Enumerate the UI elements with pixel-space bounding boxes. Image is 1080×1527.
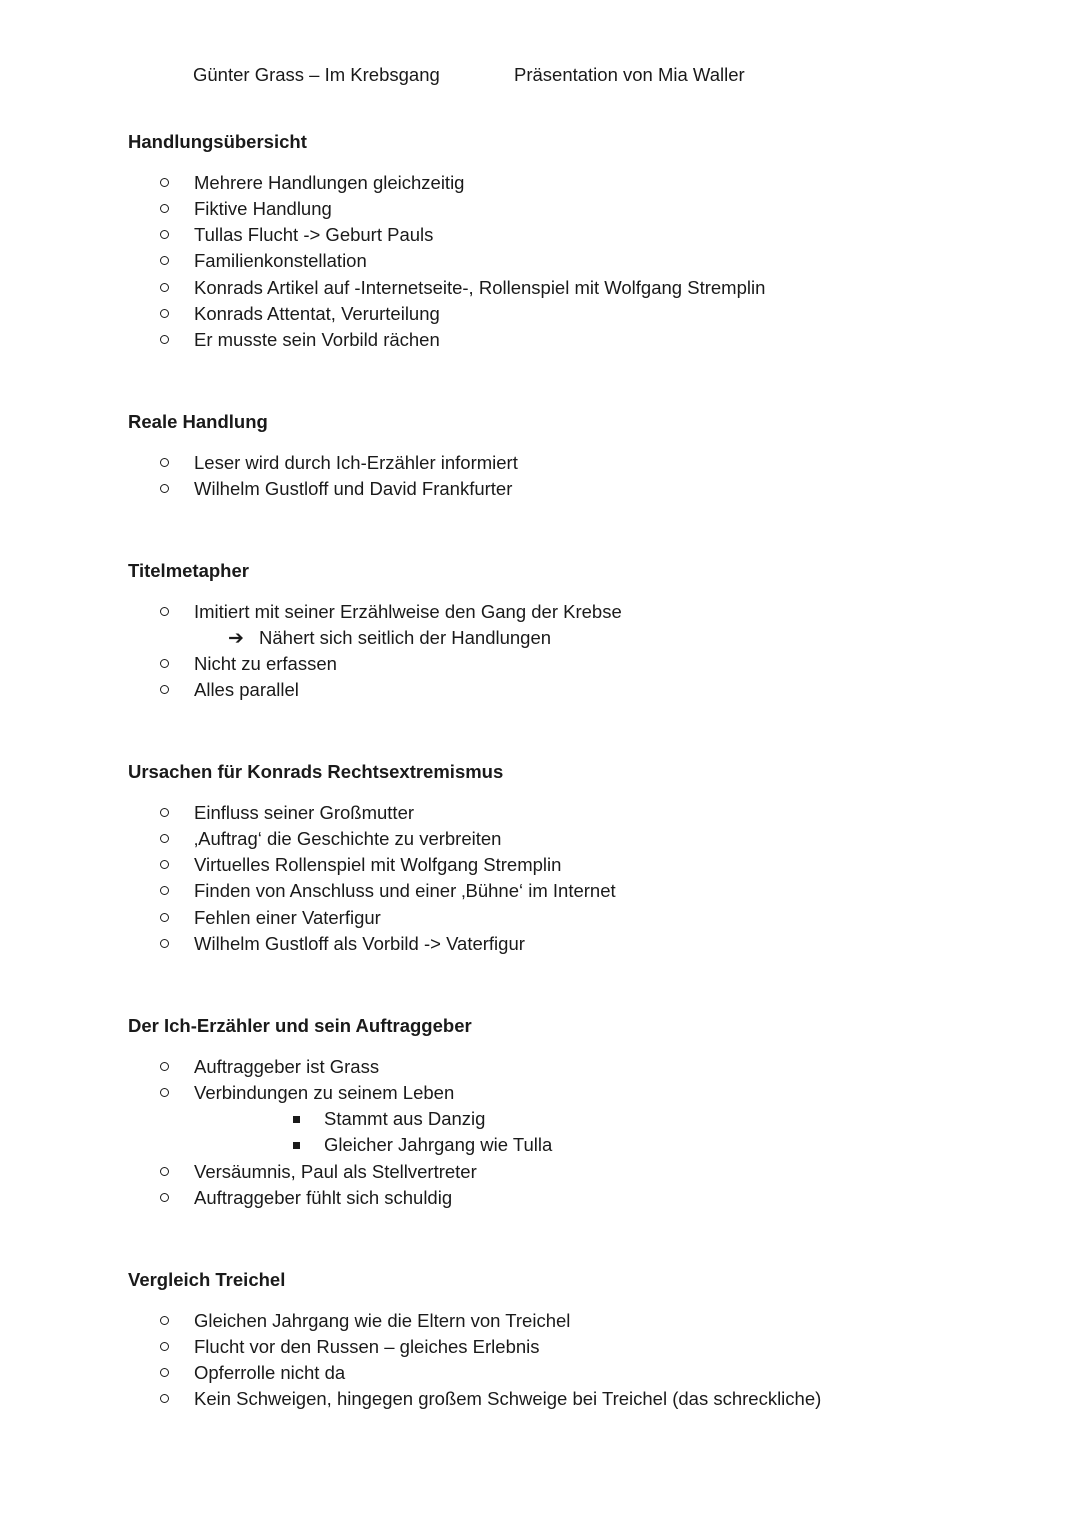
header-author: Präsentation von Mia Waller [514,64,745,85]
circle-bullet-icon [160,659,169,668]
circle-bullet-icon [160,484,169,493]
page-header [0,64,1080,90]
circle-bullet-icon [160,1088,169,1097]
circle-bullet-icon [160,860,169,869]
heading-ich-erzaehler: Der Ich-Erzähler und sein Auftraggeber [128,1015,472,1036]
circle-bullet-icon [160,230,169,239]
circle-bullet-icon [160,1394,169,1403]
heading-vergleich-treichel: Vergleich Treichel [128,1269,286,1290]
arrow-right-icon: ➔ [228,628,244,649]
circle-bullet-icon [160,256,169,265]
circle-bullet-icon [160,1342,169,1351]
circle-bullet-icon [160,309,169,318]
circle-bullet-icon [160,178,169,187]
circle-bullet-icon [160,283,169,292]
square-bullet-icon [293,1116,300,1123]
circle-bullet-icon [160,1368,169,1377]
circle-bullet-icon [160,939,169,948]
heading-titelmetapher: Titelmetapher [128,560,249,581]
heading-reale-handlung: Reale Handlung [128,411,268,432]
circle-bullet-icon [160,204,169,213]
circle-bullet-icon [160,458,169,467]
square-bullet-icon [293,1142,300,1149]
heading-handlungsuebersicht: Handlungsübersicht [128,131,307,152]
circle-bullet-icon [160,1193,169,1202]
circle-bullet-icon [160,834,169,843]
document-page: Günter Grass – Im Krebsgang Präsentation von Mia Waller Handlungsübersicht Mehrere Handlungen gleichzeitig Fiktive Handlung Tullas Flucht -> Geburt Pauls Familienkonstellation Konrads Artikel auf -Internetseite-, Rollenspiel mit Wolfgang Stremplin Konrads Attentat, Verurteilung Er musste sein Vorbild rächen Reale Handlung Leser wird durch Ich-Erzähler informiert Wilhelm Gustloff und David Frankfurter Titelmetapher Imitiert mit seiner Erzählweise den Gang der Krebse ➔ Nähert sich seitlich der Handlungen Nicht zu erfassen Alles parallel Ursachen für Konrads Rechtsextremismus Einfluss seiner Großmutter ‚Auftrag‘ die Geschichte zu verbreiten Virtuelles Rollenspiel mit Wolfgang Stremplin Finden von Anschluss und einer ‚Bühne‘ im Internet Fehlen einer Vaterfigur Wilhelm Gustloff als Vorbild -> Vaterfigur Der Ich-Erzähler und sein Auftraggeber Auftraggeber ist Grass Verbindungen zu seinem Leben Stammt aus Danzig Gleicher Jahrgang wie Tulla Versäumnis, Paul als Stellvertreter Auftraggeber fühlt sich schuldig Vergleich Treichel Gleichen Jahrgang wie die Eltern von Treichel Flucht vor den Russen – gleiches Erlebnis Opferrolle nicht da Kein Schweigen, hingegen großem Schweige bei Treichel (das schreckliche) [0,0,1080,1527]
circle-bullet-icon [160,1167,169,1176]
circle-bullet-icon [160,335,169,344]
circle-bullet-icon [160,1316,169,1325]
circle-bullet-icon [160,913,169,922]
circle-bullet-icon [160,808,169,817]
circle-bullet-icon [160,1062,169,1071]
circle-bullet-icon [160,886,169,895]
header-title: Günter Grass – Im Krebsgang [193,64,440,85]
circle-bullet-icon [160,685,169,694]
circle-bullet-icon [160,607,169,616]
heading-ursachen: Ursachen für Konrads Rechtsextremismus [128,761,504,782]
